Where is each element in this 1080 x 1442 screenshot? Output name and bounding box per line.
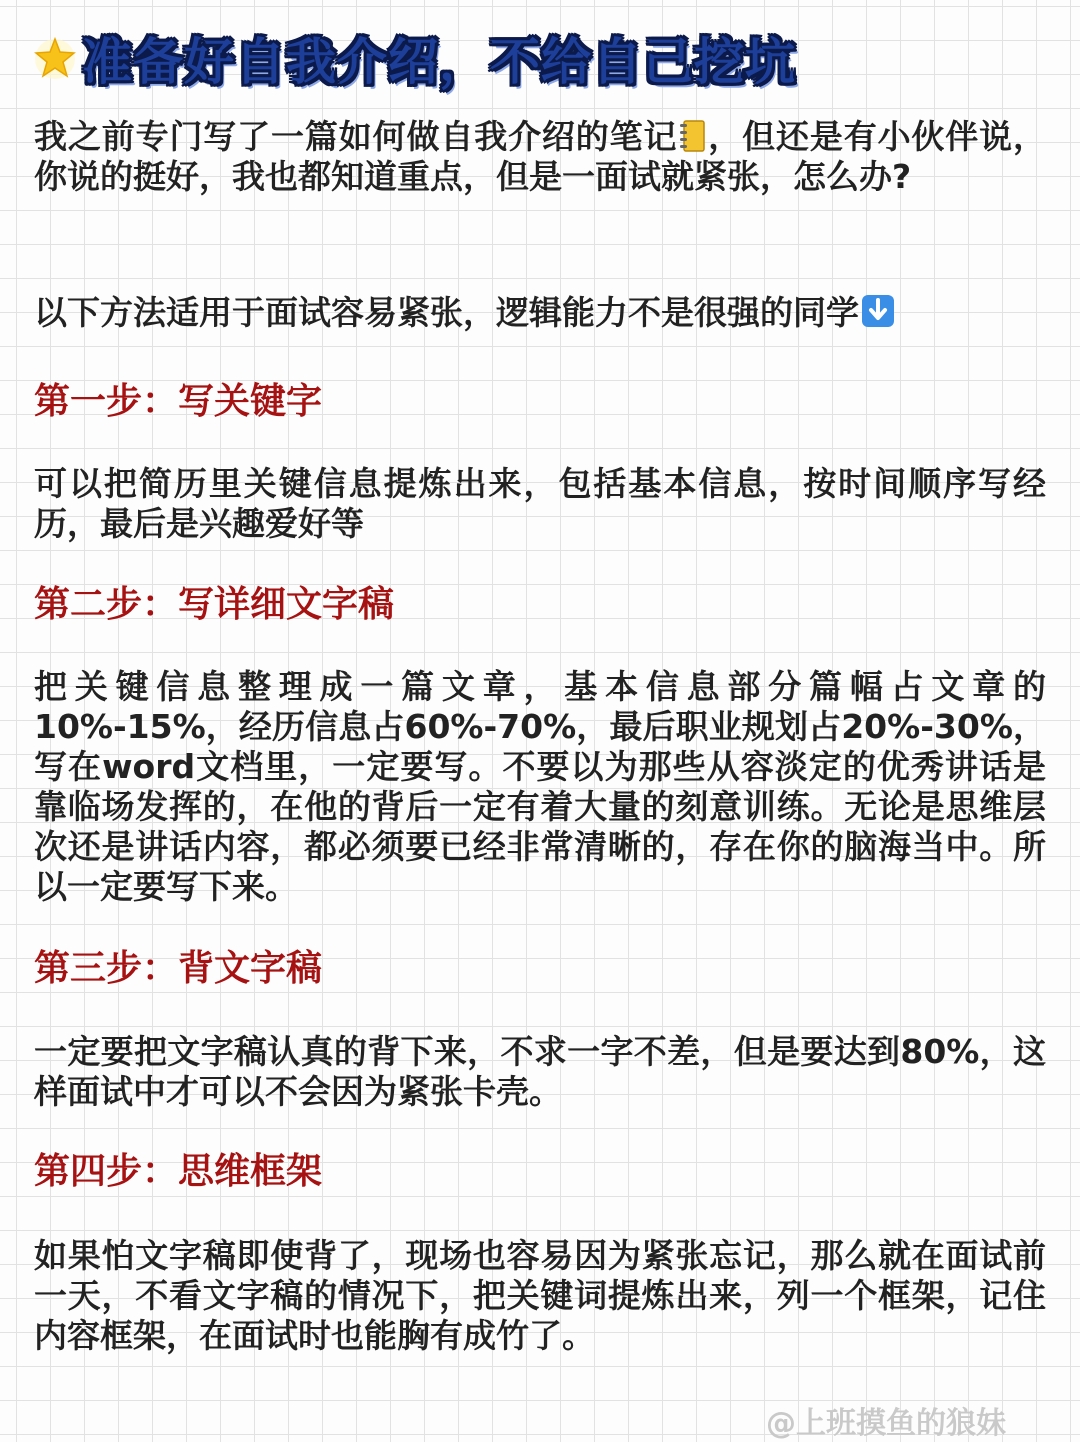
step2-heading: 第二步：写详细文字稿 — [34, 584, 395, 625]
author-watermark: @上班摸鱼的狼妹 — [766, 1406, 1006, 1441]
title-row — [32, 26, 796, 90]
lead-text: 以下方法适用于面试容易紧张，逻辑能力不是很强的同学 — [34, 293, 859, 332]
step4-body: 如果怕文字稿即使背了，现场也容易因为紧张忘记，那么就在面试前一天，不看文字稿的情况下，把关键词提炼出来，列一个框架，记住内容框架，在面试时也能胸有成竹了。 — [34, 1236, 1046, 1355]
step4-heading: 第四步：思维框架 — [34, 1151, 323, 1192]
step3-heading: 第三步：背文字稿 — [34, 948, 323, 989]
intro-text-part1: 我之前专门写了一篇如何做自我介绍的笔记 — [34, 117, 678, 156]
step3-body: 一定要把文字稿认真的背下来，不求一字不差，但是要达到80%，这样面试中才可以不会因为紧张卡壳。 — [34, 1032, 1046, 1111]
step1-body: 可以把简历里关键信息提炼出来，包括基本信息，按时间顺序写经历，最后是兴趣爱好等 — [34, 464, 1046, 543]
step2-body: 把关键信息整理成一篇文章，基本信息部分篇幅占文章的10%-15%，经历信息占60%-70%，最后职业规划占20%-30%，写在word文档里，一定要写。不要以为那些从容淡定的优秀讲话是靠临场发挥的，在他的背后一定有着大量的刻意训练。无论是思维层次还是讲话内容，都必须要已经非常清晰的，存在你的脑海当中。所以一定要写下来。 — [34, 667, 1046, 906]
notebook-icon — [679, 120, 705, 152]
intro-paragraph — [34, 117, 1046, 197]
star-icon — [32, 35, 78, 81]
down-arrow-icon — [861, 294, 895, 328]
step1-heading: 第一步：写关键字 — [34, 381, 323, 422]
lead-paragraph — [34, 293, 1046, 333]
intro-text-part2: ，但还是有小伙伴说，你说的挺好，我也都知道重点，但是一面试就紧张，怎么办? — [34, 117, 1047, 196]
page-title: 准备好自我介绍，不给自己挖坑 — [82, 33, 796, 91]
